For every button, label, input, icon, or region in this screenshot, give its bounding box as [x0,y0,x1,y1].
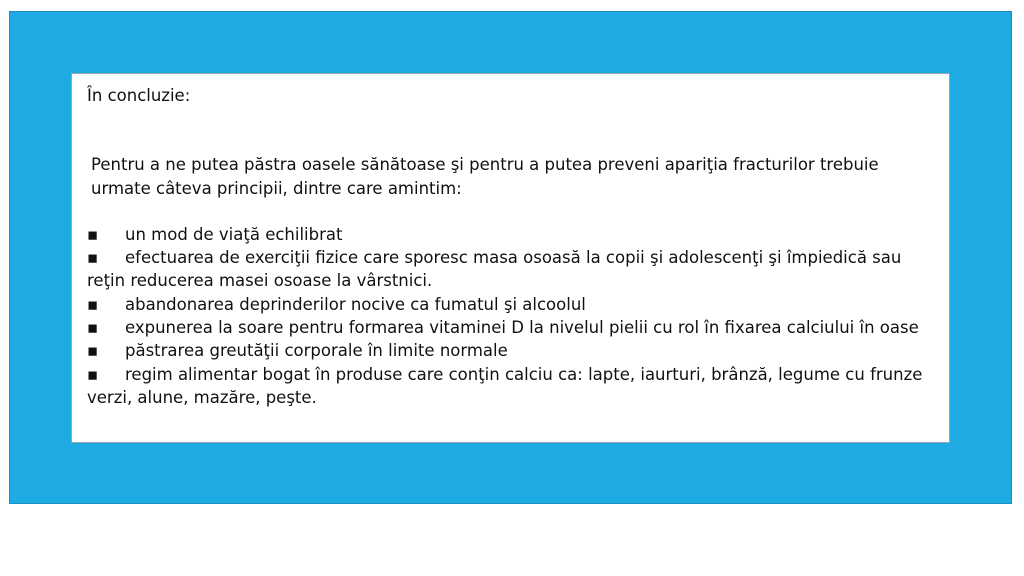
list-item [87,246,935,293]
intro-paragraph: Pentru a ne putea păstra oasele sănătoase şi pentru a putea preveni apariţia fracturilor trebuie urmate câteva principii, dintre care amintim: [91,155,884,198]
list-item-text: păstrarea greutăţii corporale în limite normale [125,341,508,361]
bullet-icon: ▪ [87,364,99,384]
list-item-text: efectuarea de exerciţii fizice care sporesc masa osoasă la copii şi adolescenţi şi împiedică sau reţin reducerea masei osoase la vârstnici. [87,248,902,291]
list-item-text: regim alimentar bogat în produse care conţin calciu ca: lapte, iaurturi, brânză, legume cu frunze verzi, alune, mazăre, peşte. [87,364,923,407]
slide-heading: În concluzie: [87,86,191,105]
list-item [87,223,935,246]
bullet-icon: ▪ [87,224,99,244]
list-item [87,316,935,339]
list-item-text: abandonarea deprinderilor nocive ca fumatul şi alcoolul [125,294,586,314]
bullet-icon: ▪ [87,318,99,338]
list-item [87,363,935,410]
list-item [87,293,935,316]
list-item-text: un mod de viaţă echilibrat [125,224,343,244]
bullet-icon: ▪ [87,294,99,314]
content-text-box [71,73,950,443]
bullet-icon: ▪ [87,341,99,361]
list-item [87,339,935,362]
bullet-icon: ▪ [87,248,99,268]
principles-list [87,223,935,409]
list-item-text: expunerea la soare pentru formarea vitaminei D la nivelul pielii cu rol în fixarea calciului în oase [125,318,919,338]
